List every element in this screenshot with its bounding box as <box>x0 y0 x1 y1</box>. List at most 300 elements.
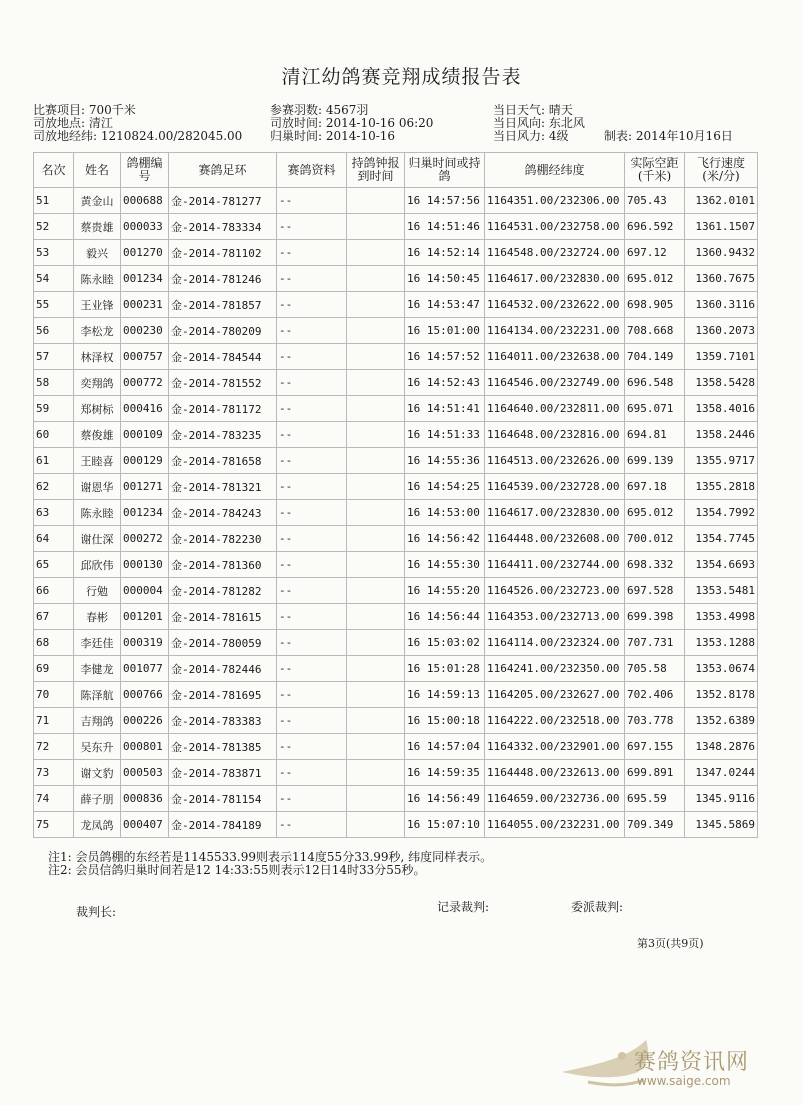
cell-clock <box>347 318 405 344</box>
cell-dist: 704.149 <box>625 344 685 370</box>
cell-rank: 64 <box>34 526 74 552</box>
cell-info: -- <box>277 552 347 578</box>
cell-info: -- <box>277 318 347 344</box>
cell-ring: 金-2014-781277 <box>169 188 277 214</box>
cell-dist: 705.43 <box>625 188 685 214</box>
cell-ring: 金-2014-784544 <box>169 344 277 370</box>
cell-dist: 703.778 <box>625 708 685 734</box>
cell-name: 李廷佳 <box>74 630 121 656</box>
cell-coord: 1164114.00/232324.00 <box>485 630 625 656</box>
cell-coord: 1164332.00/232901.00 <box>485 734 625 760</box>
cell-info: -- <box>277 266 347 292</box>
cell-rank: 62 <box>34 474 74 500</box>
cell-clock <box>347 500 405 526</box>
table-row <box>34 344 758 370</box>
table-row <box>34 318 758 344</box>
cell-clock <box>347 526 405 552</box>
cell-loft: 000407 <box>121 812 169 838</box>
cell-ring: 金-2014-784189 <box>169 812 277 838</box>
header-ring: 赛鸽足环 <box>169 153 277 188</box>
cell-loft: 000272 <box>121 526 169 552</box>
cell-speed: 1348.2876 <box>685 734 758 760</box>
cell-rank: 54 <box>34 266 74 292</box>
cell-speed: 1355.9717 <box>685 448 758 474</box>
cell-clock <box>347 448 405 474</box>
cell-ring: 金-2014-783383 <box>169 708 277 734</box>
cell-coord: 1164617.00/232830.00 <box>485 500 625 526</box>
cell-ring: 金-2014-781385 <box>169 734 277 760</box>
cell-coord: 1164648.00/232816.00 <box>485 422 625 448</box>
info-release-time: 司放时间: 2014-10-16 06:20 <box>270 116 434 130</box>
page-number: 第3页(共9页) <box>637 937 704 950</box>
table-row <box>34 760 758 786</box>
cell-loft: 000130 <box>121 552 169 578</box>
cell-time: 16 15:07:10 <box>405 812 485 838</box>
table-row <box>34 578 758 604</box>
cell-info: -- <box>277 396 347 422</box>
cell-info: -- <box>277 604 347 630</box>
cell-dist: 709.349 <box>625 812 685 838</box>
cell-info: -- <box>277 812 347 838</box>
cell-info: -- <box>277 682 347 708</box>
cell-info: -- <box>277 734 347 760</box>
cell-clock <box>347 760 405 786</box>
cell-name: 王业锋 <box>74 292 121 318</box>
cell-name: 黄金山 <box>74 188 121 214</box>
cell-rank: 59 <box>34 396 74 422</box>
table-row <box>34 708 758 734</box>
info-wind-direction: 当日风向: 东北风 <box>493 116 585 130</box>
table-row <box>34 526 758 552</box>
info-made-date: 制表: 2014年10月16日 <box>604 129 733 143</box>
cell-name: 李松龙 <box>74 318 121 344</box>
cell-time: 16 14:51:41 <box>405 396 485 422</box>
cell-loft: 000109 <box>121 422 169 448</box>
cell-dist: 705.58 <box>625 656 685 682</box>
cell-info: -- <box>277 786 347 812</box>
cell-info: -- <box>277 344 347 370</box>
cell-clock <box>347 474 405 500</box>
cell-loft: 000836 <box>121 786 169 812</box>
cell-coord: 1164411.00/232744.00 <box>485 552 625 578</box>
table-header-row <box>34 153 758 188</box>
cell-loft: 000772 <box>121 370 169 396</box>
cell-coord: 1164011.00/232638.00 <box>485 344 625 370</box>
cell-rank: 66 <box>34 578 74 604</box>
cell-dist: 695.012 <box>625 266 685 292</box>
table-row <box>34 500 758 526</box>
table-row <box>34 682 758 708</box>
cell-speed: 1358.2446 <box>685 422 758 448</box>
header-name: 姓名 <box>74 153 121 188</box>
cell-time: 16 14:51:46 <box>405 214 485 240</box>
cell-ring: 金-2014-781658 <box>169 448 277 474</box>
cell-time: 16 15:01:28 <box>405 656 485 682</box>
info-release-coord: 司放地经纬: 1210824.00/282045.00 <box>33 129 243 143</box>
cell-speed: 1360.3116 <box>685 292 758 318</box>
cell-name: 春彬 <box>74 604 121 630</box>
cell-time: 16 14:54:25 <box>405 474 485 500</box>
cell-rank: 60 <box>34 422 74 448</box>
cell-speed: 1353.1288 <box>685 630 758 656</box>
cell-ring: 金-2014-781695 <box>169 682 277 708</box>
cell-name: 毅兴 <box>74 240 121 266</box>
cell-coord: 1164205.00/232627.00 <box>485 682 625 708</box>
table-row <box>34 266 758 292</box>
cell-name: 谢仕深 <box>74 526 121 552</box>
cell-speed: 1360.2073 <box>685 318 758 344</box>
table-row <box>34 552 758 578</box>
cell-time: 16 14:59:13 <box>405 682 485 708</box>
cell-name: 吴东升 <box>74 734 121 760</box>
cell-loft: 001201 <box>121 604 169 630</box>
cell-name: 行勉 <box>74 578 121 604</box>
table-row <box>34 396 758 422</box>
cell-speed: 1362.0101 <box>685 188 758 214</box>
cell-info: -- <box>277 370 347 396</box>
header-coord: 鸽棚经纬度 <box>485 153 625 188</box>
cell-info: -- <box>277 292 347 318</box>
cell-loft: 000319 <box>121 630 169 656</box>
table-row <box>34 656 758 682</box>
info-event: 比赛项目: 700千米 <box>33 103 136 117</box>
cell-name: 奕翔鸽 <box>74 370 121 396</box>
info-wind-force: 当日风力: 4级 <box>493 129 569 143</box>
cell-info: -- <box>277 448 347 474</box>
table-row <box>34 630 758 656</box>
cell-clock <box>347 708 405 734</box>
header-loft: 鸽棚编号 <box>121 153 169 188</box>
cell-loft: 000416 <box>121 396 169 422</box>
cell-speed: 1359.7101 <box>685 344 758 370</box>
cell-time: 16 14:50:45 <box>405 266 485 292</box>
cell-speed: 1358.5428 <box>685 370 758 396</box>
cell-time: 16 15:03:02 <box>405 630 485 656</box>
cell-dist: 698.332 <box>625 552 685 578</box>
cell-rank: 63 <box>34 500 74 526</box>
table-row <box>34 604 758 630</box>
cell-loft: 000033 <box>121 214 169 240</box>
cell-clock <box>347 214 405 240</box>
cell-rank: 61 <box>34 448 74 474</box>
table-row <box>34 188 758 214</box>
cell-loft: 000503 <box>121 760 169 786</box>
cell-speed: 1353.0674 <box>685 656 758 682</box>
cell-dist: 695.071 <box>625 396 685 422</box>
cell-speed: 1360.7675 <box>685 266 758 292</box>
cell-ring: 金-2014-781857 <box>169 292 277 318</box>
note-2: 注2: 会员信鸽归巢时间若是12 14:33:55则表示12日14时33分55秒。 <box>48 863 426 877</box>
cell-coord: 1164640.00/232811.00 <box>485 396 625 422</box>
cell-time: 16 15:00:18 <box>405 708 485 734</box>
header-clock: 持鸽钟报到时间 <box>347 153 405 188</box>
cell-name: 吉翔鸽 <box>74 708 121 734</box>
cell-loft: 000231 <box>121 292 169 318</box>
cell-coord: 1164546.00/232749.00 <box>485 370 625 396</box>
cell-coord: 1164548.00/232724.00 <box>485 240 625 266</box>
cell-rank: 65 <box>34 552 74 578</box>
cell-loft: 001077 <box>121 656 169 682</box>
cell-loft: 000757 <box>121 344 169 370</box>
cell-coord: 1164055.00/232231.00 <box>485 812 625 838</box>
signature-chief-referee: 裁判长: <box>76 905 117 919</box>
cell-rank: 69 <box>34 656 74 682</box>
cell-name: 蔡俊雄 <box>74 422 121 448</box>
cell-speed: 1354.7992 <box>685 500 758 526</box>
cell-speed: 1352.8178 <box>685 682 758 708</box>
header-distance: 实际空距(千米) <box>625 153 685 188</box>
cell-info: -- <box>277 578 347 604</box>
table-row <box>34 734 758 760</box>
cell-clock <box>347 682 405 708</box>
cell-info: -- <box>277 188 347 214</box>
cell-dist: 697.12 <box>625 240 685 266</box>
cell-time: 16 14:55:36 <box>405 448 485 474</box>
cell-ring: 金-2014-781615 <box>169 604 277 630</box>
header-rank: 名次 <box>34 153 74 188</box>
cell-info: -- <box>277 630 347 656</box>
header-info: 赛鸽资料 <box>277 153 347 188</box>
cell-loft: 000230 <box>121 318 169 344</box>
cell-speed: 1361.1507 <box>685 214 758 240</box>
cell-ring: 金-2014-783334 <box>169 214 277 240</box>
cell-loft: 000129 <box>121 448 169 474</box>
cell-ring: 金-2014-781321 <box>169 474 277 500</box>
cell-rank: 74 <box>34 786 74 812</box>
cell-speed: 1352.6389 <box>685 708 758 734</box>
cell-coord: 1164532.00/232622.00 <box>485 292 625 318</box>
cell-info: -- <box>277 760 347 786</box>
cell-dist: 700.012 <box>625 526 685 552</box>
cell-clock <box>347 812 405 838</box>
cell-rank: 67 <box>34 604 74 630</box>
cell-dist: 696.548 <box>625 370 685 396</box>
cell-loft: 001234 <box>121 500 169 526</box>
cell-time: 16 14:56:44 <box>405 604 485 630</box>
cell-ring: 金-2014-781552 <box>169 370 277 396</box>
signature-recording-referee: 记录裁判: <box>437 900 490 914</box>
cell-speed: 1354.6693 <box>685 552 758 578</box>
results-table <box>33 152 758 838</box>
cell-ring: 金-2014-780209 <box>169 318 277 344</box>
cell-clock <box>347 292 405 318</box>
cell-name: 龙凤鸽 <box>74 812 121 838</box>
info-release-site: 司放地点: 清江 <box>33 116 113 130</box>
info-weather: 当日天气: 晴天 <box>493 103 573 117</box>
cell-dist: 697.528 <box>625 578 685 604</box>
cell-time: 16 15:01:00 <box>405 318 485 344</box>
cell-time: 16 14:56:49 <box>405 786 485 812</box>
cell-coord: 1164353.00/232713.00 <box>485 604 625 630</box>
cell-ring: 金-2014-781102 <box>169 240 277 266</box>
cell-speed: 1353.4998 <box>685 604 758 630</box>
cell-ring: 金-2014-781360 <box>169 552 277 578</box>
cell-rank: 72 <box>34 734 74 760</box>
cell-speed: 1355.2818 <box>685 474 758 500</box>
table-row <box>34 240 758 266</box>
cell-info: -- <box>277 214 347 240</box>
cell-rank: 70 <box>34 682 74 708</box>
cell-coord: 1164513.00/232626.00 <box>485 448 625 474</box>
cell-dist: 708.668 <box>625 318 685 344</box>
cell-dist: 695.012 <box>625 500 685 526</box>
cell-ring: 金-2014-781282 <box>169 578 277 604</box>
watermark-text: 赛鸽资讯网 <box>634 1050 750 1075</box>
cell-speed: 1345.9116 <box>685 786 758 812</box>
cell-info: -- <box>277 656 347 682</box>
cell-name: 林泽权 <box>74 344 121 370</box>
cell-time: 16 14:57:04 <box>405 734 485 760</box>
cell-name: 李健龙 <box>74 656 121 682</box>
cell-rank: 55 <box>34 292 74 318</box>
cell-rank: 53 <box>34 240 74 266</box>
cell-name: 薛子朋 <box>74 786 121 812</box>
cell-time: 16 14:59:35 <box>405 760 485 786</box>
cell-clock <box>347 656 405 682</box>
cell-dist: 698.905 <box>625 292 685 318</box>
cell-info: -- <box>277 474 347 500</box>
cell-dist: 697.155 <box>625 734 685 760</box>
cell-name: 陈泽航 <box>74 682 121 708</box>
table-row <box>34 786 758 812</box>
cell-clock <box>347 370 405 396</box>
header-time: 归巢时间或持鸽 <box>405 153 485 188</box>
cell-loft: 000801 <box>121 734 169 760</box>
cell-coord: 1164448.00/232608.00 <box>485 526 625 552</box>
cell-rank: 71 <box>34 708 74 734</box>
cell-time: 16 14:51:33 <box>405 422 485 448</box>
cell-speed: 1353.5481 <box>685 578 758 604</box>
cell-coord: 1164351.00/232306.00 <box>485 188 625 214</box>
cell-time: 16 14:52:14 <box>405 240 485 266</box>
cell-coord: 1164222.00/232518.00 <box>485 708 625 734</box>
cell-time: 16 14:57:56 <box>405 188 485 214</box>
cell-time: 16 14:56:42 <box>405 526 485 552</box>
cell-speed: 1358.4016 <box>685 396 758 422</box>
cell-dist: 707.731 <box>625 630 685 656</box>
cell-rank: 51 <box>34 188 74 214</box>
cell-ring: 金-2014-781172 <box>169 396 277 422</box>
note-1: 注1: 会员鸽棚的东经若是1145533.99则表示114度55分33.99秒, 纬度同样表示。 <box>48 850 493 864</box>
cell-coord: 1164241.00/232350.00 <box>485 656 625 682</box>
cell-rank: 52 <box>34 214 74 240</box>
cell-rank: 75 <box>34 812 74 838</box>
cell-loft: 000226 <box>121 708 169 734</box>
table-row <box>34 474 758 500</box>
cell-ring: 金-2014-783871 <box>169 760 277 786</box>
report-title: 清江幼鸽赛竞翔成绩报告表 <box>281 66 522 88</box>
cell-rank: 73 <box>34 760 74 786</box>
cell-time: 16 14:53:47 <box>405 292 485 318</box>
cell-name: 陈永睦 <box>74 266 121 292</box>
cell-coord: 1164448.00/232613.00 <box>485 760 625 786</box>
cell-rank: 58 <box>34 370 74 396</box>
cell-dist: 699.398 <box>625 604 685 630</box>
cell-info: -- <box>277 240 347 266</box>
cell-clock <box>347 604 405 630</box>
cell-time: 16 14:55:20 <box>405 578 485 604</box>
cell-clock <box>347 630 405 656</box>
cell-time: 16 14:52:43 <box>405 370 485 396</box>
cell-loft: 001234 <box>121 266 169 292</box>
table-row <box>34 422 758 448</box>
table-row <box>34 812 758 838</box>
cell-ring: 金-2014-781246 <box>169 266 277 292</box>
cell-rank: 56 <box>34 318 74 344</box>
cell-dist: 696.592 <box>625 214 685 240</box>
cell-time: 16 14:53:00 <box>405 500 485 526</box>
signature-delegate-referee: 委派裁判: <box>571 900 624 914</box>
cell-loft: 001270 <box>121 240 169 266</box>
cell-clock <box>347 552 405 578</box>
cell-ring: 金-2014-784243 <box>169 500 277 526</box>
cell-time: 16 14:55:30 <box>405 552 485 578</box>
cell-coord: 1164539.00/232728.00 <box>485 474 625 500</box>
cell-speed: 1360.9432 <box>685 240 758 266</box>
cell-time: 16 14:57:52 <box>405 344 485 370</box>
cell-speed: 1347.0244 <box>685 760 758 786</box>
cell-dist: 695.59 <box>625 786 685 812</box>
cell-coord: 1164526.00/232723.00 <box>485 578 625 604</box>
cell-ring: 金-2014-780059 <box>169 630 277 656</box>
cell-name: 蔡贵雄 <box>74 214 121 240</box>
cell-name: 郑树标 <box>74 396 121 422</box>
table-row <box>34 292 758 318</box>
table-row <box>34 448 758 474</box>
cell-clock <box>347 396 405 422</box>
cell-speed: 1354.7745 <box>685 526 758 552</box>
watermark-url: www.saige.com <box>637 1074 731 1088</box>
cell-dist: 697.18 <box>625 474 685 500</box>
cell-speed: 1345.5869 <box>685 812 758 838</box>
cell-name: 谢恩华 <box>74 474 121 500</box>
info-return-time: 归巢时间: 2014-10-16 <box>270 129 396 143</box>
cell-rank: 57 <box>34 344 74 370</box>
cell-info: -- <box>277 422 347 448</box>
cell-clock <box>347 188 405 214</box>
table-row <box>34 370 758 396</box>
info-entries: 参赛羽数: 4567羽 <box>270 103 369 117</box>
header-speed: 飞行速度(米/分) <box>685 153 758 188</box>
cell-name: 邱欣伟 <box>74 552 121 578</box>
cell-loft: 000004 <box>121 578 169 604</box>
cell-info: -- <box>277 526 347 552</box>
cell-rank: 68 <box>34 630 74 656</box>
cell-coord: 1164659.00/232736.00 <box>485 786 625 812</box>
cell-ring: 金-2014-781154 <box>169 786 277 812</box>
cell-name: 王睦喜 <box>74 448 121 474</box>
cell-clock <box>347 422 405 448</box>
cell-coord: 1164617.00/232830.00 <box>485 266 625 292</box>
cell-dist: 699.891 <box>625 760 685 786</box>
cell-dist: 699.139 <box>625 448 685 474</box>
cell-dist: 702.406 <box>625 682 685 708</box>
cell-ring: 金-2014-783235 <box>169 422 277 448</box>
cell-loft: 001271 <box>121 474 169 500</box>
cell-loft: 000688 <box>121 188 169 214</box>
cell-ring: 金-2014-782230 <box>169 526 277 552</box>
cell-coord: 1164531.00/232758.00 <box>485 214 625 240</box>
cell-clock <box>347 734 405 760</box>
table-row <box>34 214 758 240</box>
cell-dist: 694.81 <box>625 422 685 448</box>
cell-info: -- <box>277 708 347 734</box>
cell-loft: 000766 <box>121 682 169 708</box>
cell-ring: 金-2014-782446 <box>169 656 277 682</box>
cell-clock <box>347 344 405 370</box>
cell-clock <box>347 240 405 266</box>
cell-name: 谢文豹 <box>74 760 121 786</box>
